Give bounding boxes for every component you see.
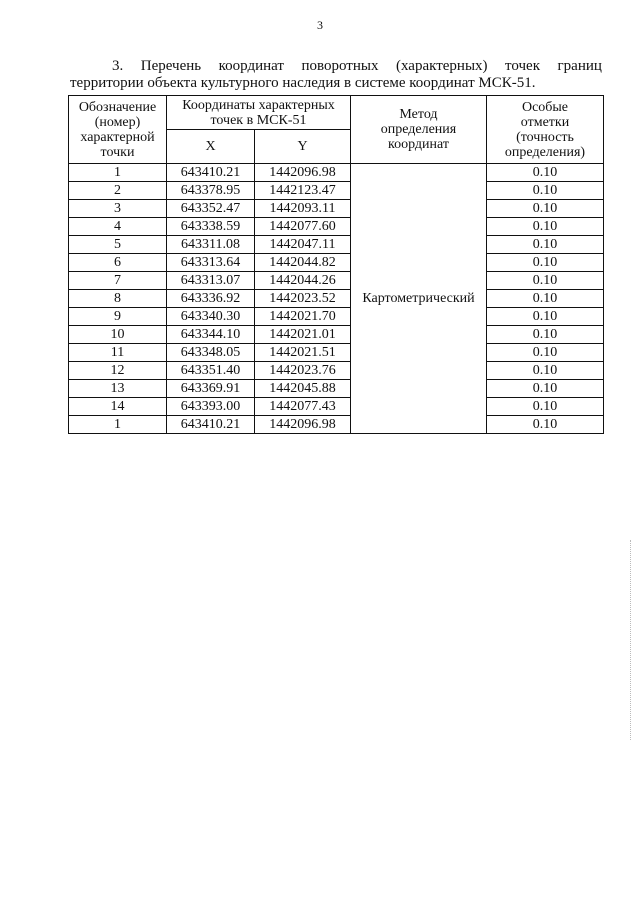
heading-word: точек <box>505 58 541 74</box>
point-number-cell: 1 <box>69 416 167 434</box>
table-row <box>69 380 604 398</box>
header-coordinates <box>167 96 351 130</box>
header-notes-line: отметки <box>520 114 570 130</box>
point-number-cell: 8 <box>69 290 167 308</box>
point-number-cell: 2 <box>69 182 167 200</box>
x-coordinate-cell: 643344.10 <box>167 326 255 344</box>
accuracy-cell: 0.10 <box>487 416 604 434</box>
accuracy-cell: 0.10 <box>487 362 604 380</box>
point-number-cell: 9 <box>69 308 167 326</box>
x-coordinate-cell: 643410.21 <box>167 416 255 434</box>
table-row <box>69 236 604 254</box>
y-coordinate-cell: 1442096.98 <box>255 416 351 434</box>
point-number-cell: 12 <box>69 362 167 380</box>
point-number-cell: 7 <box>69 272 167 290</box>
point-number-cell: 4 <box>69 218 167 236</box>
y-coordinate-cell: 1442123.47 <box>255 182 351 200</box>
y-coordinate-cell: 1442077.60 <box>255 218 351 236</box>
heading-word: границ <box>557 58 602 74</box>
accuracy-cell: 0.10 <box>487 344 604 362</box>
table-row <box>69 308 604 326</box>
y-coordinate-cell: 1442044.82 <box>255 254 351 272</box>
x-coordinate-cell: 643336.92 <box>167 290 255 308</box>
scan-edge-mark <box>630 540 632 740</box>
x-coordinate-cell: 643313.07 <box>167 272 255 290</box>
point-number-cell: 11 <box>69 344 167 362</box>
accuracy-cell: 0.10 <box>487 308 604 326</box>
y-coordinate-cell: 1442077.43 <box>255 398 351 416</box>
x-coordinate-cell: 643410.21 <box>167 164 255 182</box>
table-row <box>69 272 604 290</box>
table-row <box>69 398 604 416</box>
y-coordinate-cell: 1442093.11 <box>255 200 351 218</box>
header-coordinates-line: точек в МСК-51 <box>210 112 307 128</box>
method-cell: Картометрический <box>351 164 487 434</box>
point-number-cell: 6 <box>69 254 167 272</box>
header-designation <box>69 96 167 164</box>
header-method-line: определения <box>380 122 457 137</box>
heading-number: 3. <box>112 58 124 74</box>
accuracy-cell: 0.10 <box>487 290 604 308</box>
header-method-line: Метод <box>399 107 438 122</box>
header-notes-line: определения) <box>504 144 586 160</box>
accuracy-cell: 0.10 <box>487 200 604 218</box>
y-coordinate-cell: 1442021.70 <box>255 308 351 326</box>
table-row <box>69 164 604 182</box>
table-row <box>69 416 604 434</box>
x-coordinate-cell: 643378.95 <box>167 182 255 200</box>
accuracy-cell: 0.10 <box>487 164 604 182</box>
y-coordinate-cell: 1442044.26 <box>255 272 351 290</box>
point-number-cell: 5 <box>69 236 167 254</box>
header-y: Y <box>255 130 351 164</box>
accuracy-cell: 0.10 <box>487 272 604 290</box>
heading-word: поворотных <box>301 58 379 74</box>
accuracy-cell: 0.10 <box>487 398 604 416</box>
y-coordinate-cell: 1442021.01 <box>255 326 351 344</box>
page-number: 3 <box>317 18 323 32</box>
heading-word: (характерных) <box>396 58 488 74</box>
y-coordinate-cell: 1442021.51 <box>255 344 351 362</box>
section-heading <box>70 58 602 92</box>
table-row <box>69 326 604 344</box>
point-number-cell: 14 <box>69 398 167 416</box>
header-designation-line: точки <box>100 144 135 160</box>
accuracy-cell: 0.10 <box>487 380 604 398</box>
point-number-cell: 10 <box>69 326 167 344</box>
x-coordinate-cell: 643340.30 <box>167 308 255 326</box>
header-designation-line: характерной <box>80 129 155 145</box>
table-row <box>69 254 604 272</box>
header-designation-line: Обозначение <box>78 99 157 115</box>
table-row <box>69 200 604 218</box>
point-number-cell: 1 <box>69 164 167 182</box>
point-number-cell: 13 <box>69 380 167 398</box>
header-designation-line: (номер) <box>94 114 141 130</box>
table-row <box>69 362 604 380</box>
heading-line-2: территории объекта культурного наследия в системе координат МСК-51. <box>70 75 536 91</box>
x-coordinate-cell: 643311.08 <box>167 236 255 254</box>
heading-line-1 <box>70 58 602 75</box>
header-method-line: координат <box>388 137 449 152</box>
header-notes <box>487 96 604 164</box>
header-notes-line: (точность <box>516 129 574 145</box>
point-number-cell: 3 <box>69 200 167 218</box>
y-coordinate-cell: 1442023.76 <box>255 362 351 380</box>
x-coordinate-cell: 643351.40 <box>167 362 255 380</box>
y-coordinate-cell: 1442096.98 <box>255 164 351 182</box>
header-method <box>351 96 487 164</box>
header-notes-line: Особые <box>521 99 569 115</box>
x-coordinate-cell: 643338.59 <box>167 218 255 236</box>
table-row <box>69 182 604 200</box>
header-x: X <box>167 130 255 164</box>
accuracy-cell: 0.10 <box>487 182 604 200</box>
x-coordinate-cell: 643369.91 <box>167 380 255 398</box>
table-row <box>69 344 604 362</box>
y-coordinate-cell: 1442023.52 <box>255 290 351 308</box>
x-coordinate-cell: 643393.00 <box>167 398 255 416</box>
y-coordinate-cell: 1442045.88 <box>255 380 351 398</box>
x-coordinate-cell: 643348.05 <box>167 344 255 362</box>
heading-word: Перечень <box>140 58 202 74</box>
x-coordinate-cell: 643352.47 <box>167 200 255 218</box>
accuracy-cell: 0.10 <box>487 326 604 344</box>
heading-word: координат <box>218 58 284 74</box>
y-coordinate-cell: 1442047.11 <box>255 236 351 254</box>
accuracy-cell: 0.10 <box>487 236 604 254</box>
accuracy-cell: 0.10 <box>487 254 604 272</box>
header-coordinates-line: Координаты характерных <box>182 97 335 113</box>
x-coordinate-cell: 643313.64 <box>167 254 255 272</box>
coordinates-table <box>68 95 604 434</box>
accuracy-cell: 0.10 <box>487 218 604 236</box>
table-row <box>69 290 604 308</box>
table-row <box>69 218 604 236</box>
table-body <box>69 164 604 434</box>
